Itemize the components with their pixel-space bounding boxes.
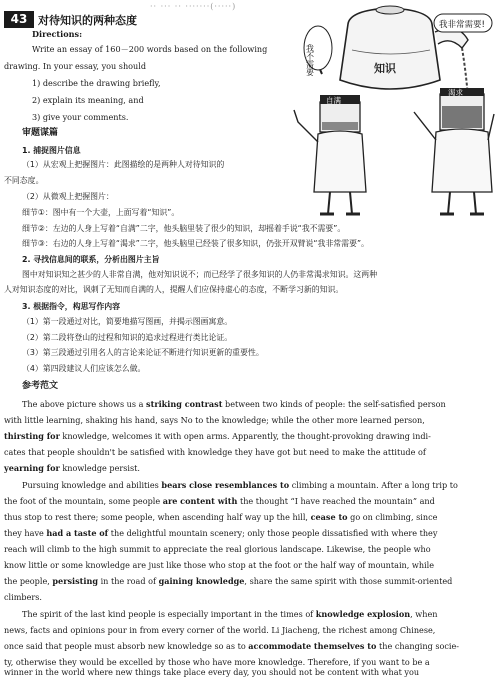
- step1-macro-line: （1）从宏观上把握图片：此图描绘的是两种人对待知识的: [22, 160, 225, 169]
- topic-number-badge: 43: [4, 11, 34, 28]
- essay-line: yearning for knowledge persist.: [4, 463, 140, 473]
- left-hat-label: 自满: [326, 96, 341, 105]
- right-person-figure: [414, 87, 494, 214]
- directions-line: drawing. In your essay, you should: [4, 61, 147, 71]
- essay-line: Pursuing knowledge and abilities bears close resemblances to climbing a mountain. After a long trip to: [22, 480, 458, 490]
- detail-item: 细节③：右边的人身上写着“渴求”二字，他头脑里已经装了很多知识，仍张开双臂说“我非常需要”。: [22, 239, 369, 248]
- running-header: ·· ··· ·· ·······(·····): [150, 2, 237, 11]
- model-essay-heading: 参考范文: [22, 381, 59, 391]
- step2-body-line: 图中对知识知之甚少的人非常自满，他对知识说不；而已经学了很多知识的人仍非常渴求知识。这两种: [22, 270, 378, 279]
- analysis-heading: 审题谋篇: [22, 128, 59, 138]
- essay-line: ty, otherwise they would be excelled by those who have more knowledge. Therefore, if you want to be a: [4, 657, 430, 667]
- essay-line: climbers.: [4, 592, 42, 602]
- step3-item: （2）第二段将登山的过程和知识的追求过程进行类比论证。: [22, 333, 233, 342]
- directions-item: 3) give your comments.: [32, 112, 129, 122]
- detail-item: 细节②：左边的人身上写着“自满”二字，他头脑里装了很少的知识，却摇着手说“我不需要”。: [22, 224, 346, 233]
- speech-right-text: 我非常需要!: [439, 20, 485, 30]
- speech-bubble-right: [434, 14, 492, 32]
- step3-heading: 3. 根据指令，构思写作内容: [22, 302, 121, 311]
- step2-heading: 2. 寻找信息间的联系，分析出图片主旨: [22, 255, 160, 264]
- essay-line: The spirit of the last kind people is especially important in the times of knowledge explosion, when: [22, 609, 438, 619]
- step3-item: （3）第三段通过引用名人的言论来论证不断进行知识更新的重要性。: [22, 348, 264, 357]
- right-hat-label: 渴求: [448, 88, 463, 97]
- essay-line: thus stop to rest there; some people, when ascending half way up the hill, cease to go on climbing, since: [4, 512, 438, 522]
- essay-line: once said that people must absorb new knowledge so as to accommodate themselves to the changing socie-: [4, 641, 460, 651]
- essay-line: they have had a taste of the delightful mountain scenery; only those people dissatisfied with where they: [4, 528, 438, 538]
- essay-line: reach will climb to the high summit to appreciate the real glorious landscape. Likewise, the people who: [4, 544, 431, 554]
- essay-line: news, facts and opinions pour in from every corner of the world. Li Jiacheng, the richest among Chinese,: [4, 625, 436, 635]
- kettle-label: 知识: [374, 62, 396, 75]
- essay-line: the foot of the mountain, some people are content with the thought “I have reached the mountain” and: [4, 496, 435, 506]
- essay-line: winner in the world where new things take place every day, you should not be content with what you: [4, 667, 420, 677]
- essay-line: thirsting for knowledge, welcomes it with open arms. Apparently, the thought-provoking drawing indi-: [4, 431, 431, 441]
- speech-bubble-left: [304, 26, 332, 77]
- directions-item: 2) explain its meaning, and: [32, 95, 144, 105]
- left-person-figure: [294, 95, 366, 214]
- essay-line: cates that people shouldn't be satisfied with knowledge they have got but need to make the attitude of: [4, 447, 426, 457]
- step1-heading: 1. 捕捉图片信息: [22, 146, 81, 155]
- essay-line: with little learning, shaking his hand, says No to the knowledge; while the other more learned person,: [4, 415, 425, 425]
- directions-line: Write an essay of 160－200 words based on the following: [32, 44, 268, 54]
- directions-item: 1) describe the drawing briefly,: [32, 78, 161, 88]
- cartoon-illustration: [290, 2, 496, 220]
- essay-line: The above picture shows us a striking contrast between two kinds of people: the self-satisfied person: [22, 399, 446, 409]
- detail-item: 细节①：图中有一个大壶，上面写着“知识”。: [22, 208, 180, 217]
- step1-macro-line: 不同态度。: [4, 176, 44, 185]
- step3-item: （1）第一段通过对比，简要地描写图画，并揭示图画寓意。: [22, 317, 233, 326]
- speech-left-text: 我不需要: [305, 44, 315, 76]
- step1-micro-heading: （2）从微观上把握图片：: [22, 192, 114, 201]
- step2-body-line: 人对知识态度的对比，讽刺了无知而自满的人，提醒人们应保持虚心的态度，不断学习新的知识。: [4, 285, 344, 294]
- essay-line: know little or some knowledge are just like those who stop at the foot or the half way of mountain, while: [4, 560, 435, 570]
- essay-line: the people, persisting in the road of gaining knowledge, share the same spirit with those summit-oriented: [4, 576, 453, 586]
- topic-title: 对待知识的两种态度: [38, 14, 137, 27]
- directions-label: Directions:: [32, 29, 83, 39]
- step3-item: （4）第四段建议人们应该怎么做。: [22, 364, 146, 373]
